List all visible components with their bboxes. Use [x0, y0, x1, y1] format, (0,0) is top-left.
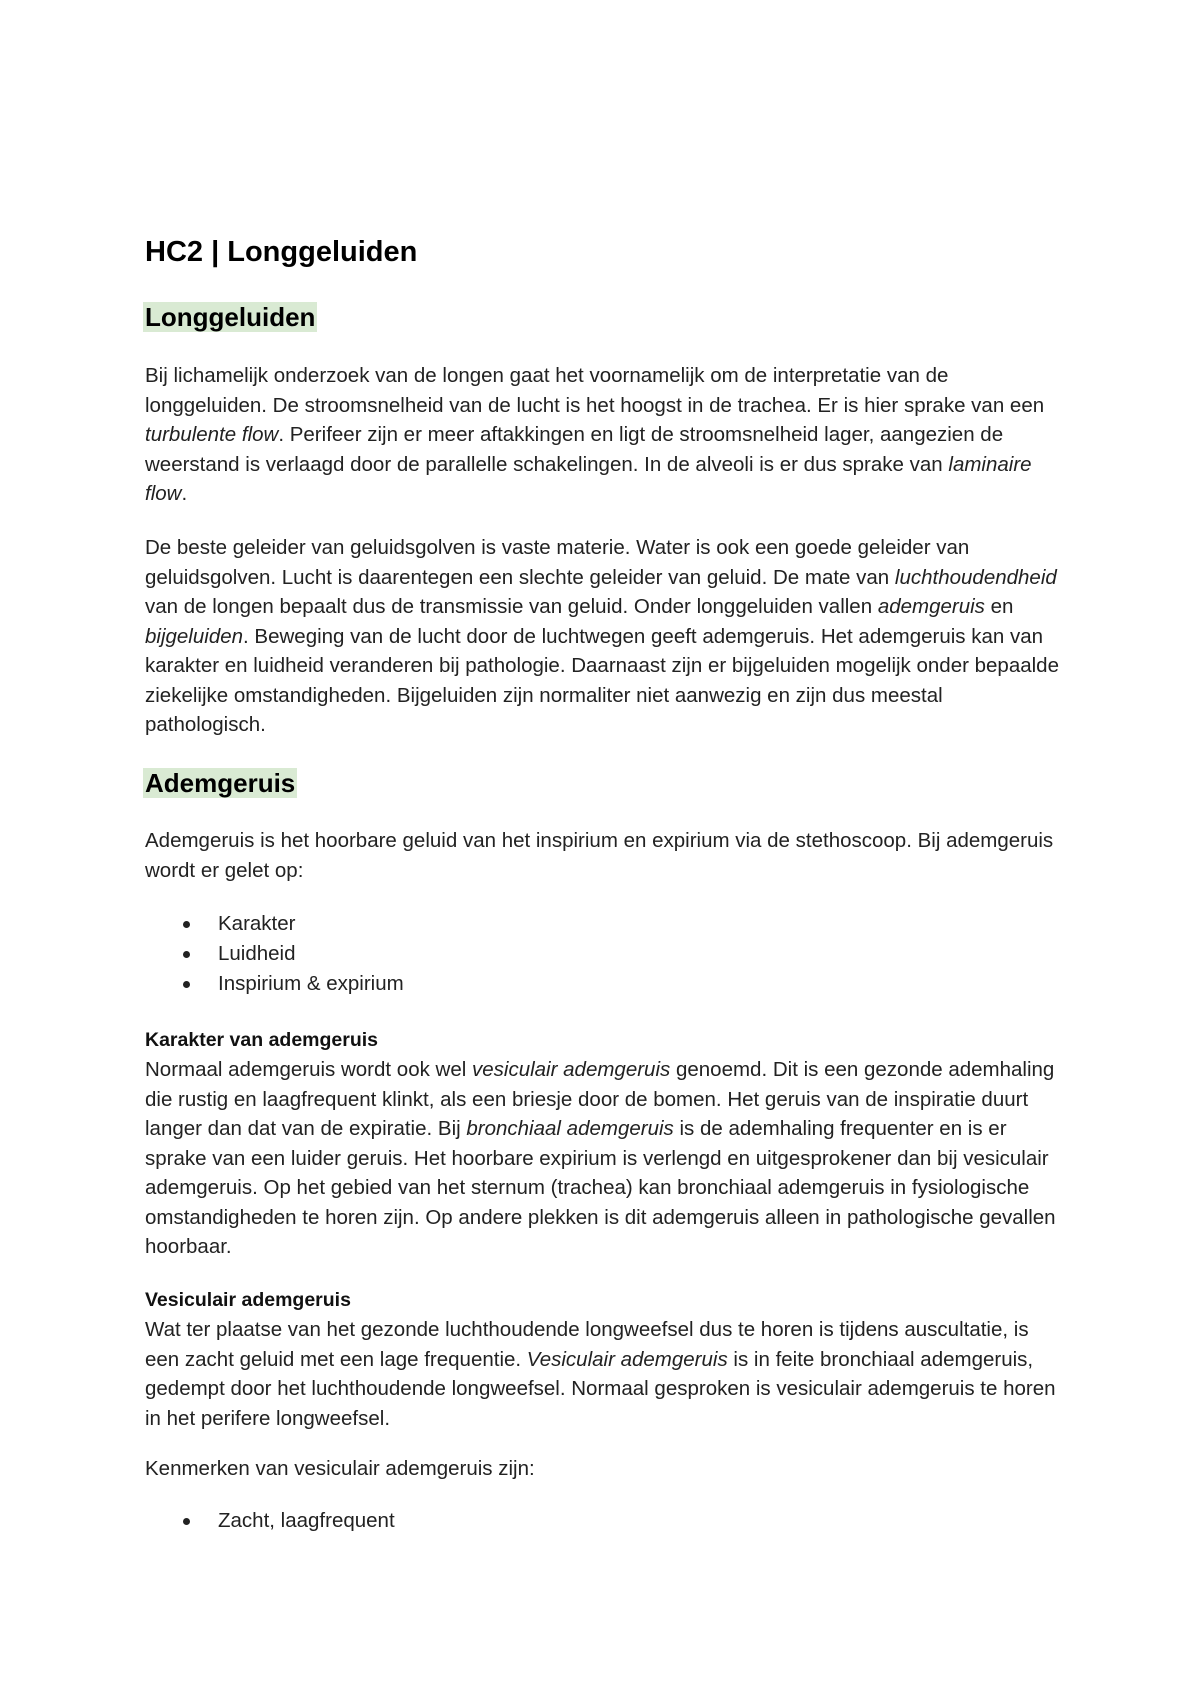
list-item [145, 909, 404, 939]
text-run: . [181, 482, 188, 505]
paragraph-vesiculair [145, 1315, 1065, 1433]
italic-term: laminaire flow [145, 452, 1032, 505]
list-item-label: Luidheid [218, 942, 296, 965]
section-heading-longgeluiden-text: Longgeluiden [145, 302, 316, 332]
italic-term: luchthoudendheid [894, 565, 1057, 589]
italic-term: turbulente flow [145, 423, 279, 446]
text-run: Normaal ademgeruis wordt ook wel [145, 1058, 472, 1081]
bullet-icon [183, 1518, 190, 1525]
text-run: Wat ter plaatse van het gezonde luchthoudende longweefsel dus te horen is tijdens auscultatie, is een zacht geluid met een lage frequentie. [145, 1318, 1029, 1371]
paragraph-karakter [145, 1055, 1065, 1262]
bullet-icon [183, 921, 190, 928]
list-item-label: Karakter [218, 912, 296, 935]
bullet-list-aandachtspunten [145, 909, 404, 999]
section-heading-ademgeruis [145, 766, 297, 800]
paragraph-geleiding [145, 533, 1065, 740]
document-title: HC2 | Longgeluiden [145, 236, 418, 268]
paragraph-ademgeruis-intro [145, 826, 1065, 885]
list-item [145, 1506, 395, 1536]
italic-term: Vesiculair ademgeruis [526, 1347, 728, 1371]
list-item-label: Zacht, laagfrequent [218, 1509, 395, 1532]
text-run: van de longen bepaalt dus de transmissie van geluid. Onder longgeluiden vallen [145, 595, 878, 618]
text-run: . Perifeer zijn er meer aftakkingen en ligt de stroomsnelheid lager, aangezien de weerstand is verlaagd door de parallelle schakelingen. In de alveoli is er dus sprake van [145, 423, 1004, 476]
italic-term: bronchiaal ademgeruis [466, 1117, 674, 1140]
subheading-karakter: Karakter van ademgeruis [145, 1029, 379, 1051]
text-run: Kenmerken van vesiculair ademgeruis zijn: [145, 1457, 535, 1480]
italic-term: ademgeruis [877, 595, 985, 618]
bullet-list-kenmerken [145, 1506, 395, 1536]
section-heading-ademgeruis-text: Ademgeruis [145, 768, 296, 798]
text-run: De beste geleider van geluidsgolven is vaste materie. Water is ook een goede geleider van geluidsgolven. Lucht is daarentegen een slechte geleider van geluid. De mate van [145, 536, 970, 589]
list-item-label: Inspirium & expirium [218, 972, 404, 995]
list-item [145, 969, 404, 999]
italic-term: vesiculair ademgeruis [472, 1058, 671, 1081]
bullet-icon [183, 951, 190, 958]
text-run: genoemd. Dit is een gezonde ademhaling die rustig en laagfrequent klinkt, als een briesje door de bomen. Het geruis van de inspiratie duurt langer dan dat van de expiratie. Bij [145, 1058, 1055, 1140]
text-run: is in feite bronchiaal ademgeruis, gedempt door het luchthoudende longweefsel. Normaal gesproken is vesiculair ademgeruis te horen in het perifere longweefsel. [145, 1347, 1056, 1430]
subheading-vesiculair: Vesiculair ademgeruis [145, 1289, 351, 1311]
italic-term: bijgeluiden [145, 624, 244, 648]
list-item [145, 939, 404, 969]
paragraph-kenmerken-intro [145, 1454, 1065, 1484]
text-run: Ademgeruis is het hoorbare geluid van het inspirium en expirium via de stethoscoop. Bij ademgeruis wordt er gelet op: [145, 829, 1054, 882]
text-run: . Beweging van de lucht door de luchtwegen geeft ademgeruis. Het ademgeruis kan van karakter en luidheid veranderen bij pathologie. Daarnaast zijn er bijgeluiden mogelijk onder bepaalde ziekelijke omstandigheden. Bijgeluiden zijn normaliter niet aanwezig en zijn dus meestal pathologisch. [145, 624, 1059, 736]
bullet-icon [183, 981, 190, 988]
paragraph-longgeluiden-intro [145, 361, 1065, 509]
text-run: is de ademhaling frequenter en is er sprake van een luider geruis. Het hoorbare expirium is verlengd en uitgesprokener dan bij vesiculair ademgeruis. Op het gebied van het sternum (trachea) kan bronchiaal ademgeruis in fysiologische omstandigheden te horen zijn. Op andere plekken is dit ademgeruis alleen in pathologische gevallen hoorbaar. [145, 1117, 1056, 1258]
text-run: en [984, 595, 1014, 618]
text-run: Bij lichamelijk onderzoek van de longen gaat het voornamelijk om de interpretatie van de longgeluiden. De stroomsnelheid van de lucht is het hoogst in de trachea. Er is hier sprake van een [145, 364, 1045, 417]
section-heading-longgeluiden [145, 300, 317, 334]
